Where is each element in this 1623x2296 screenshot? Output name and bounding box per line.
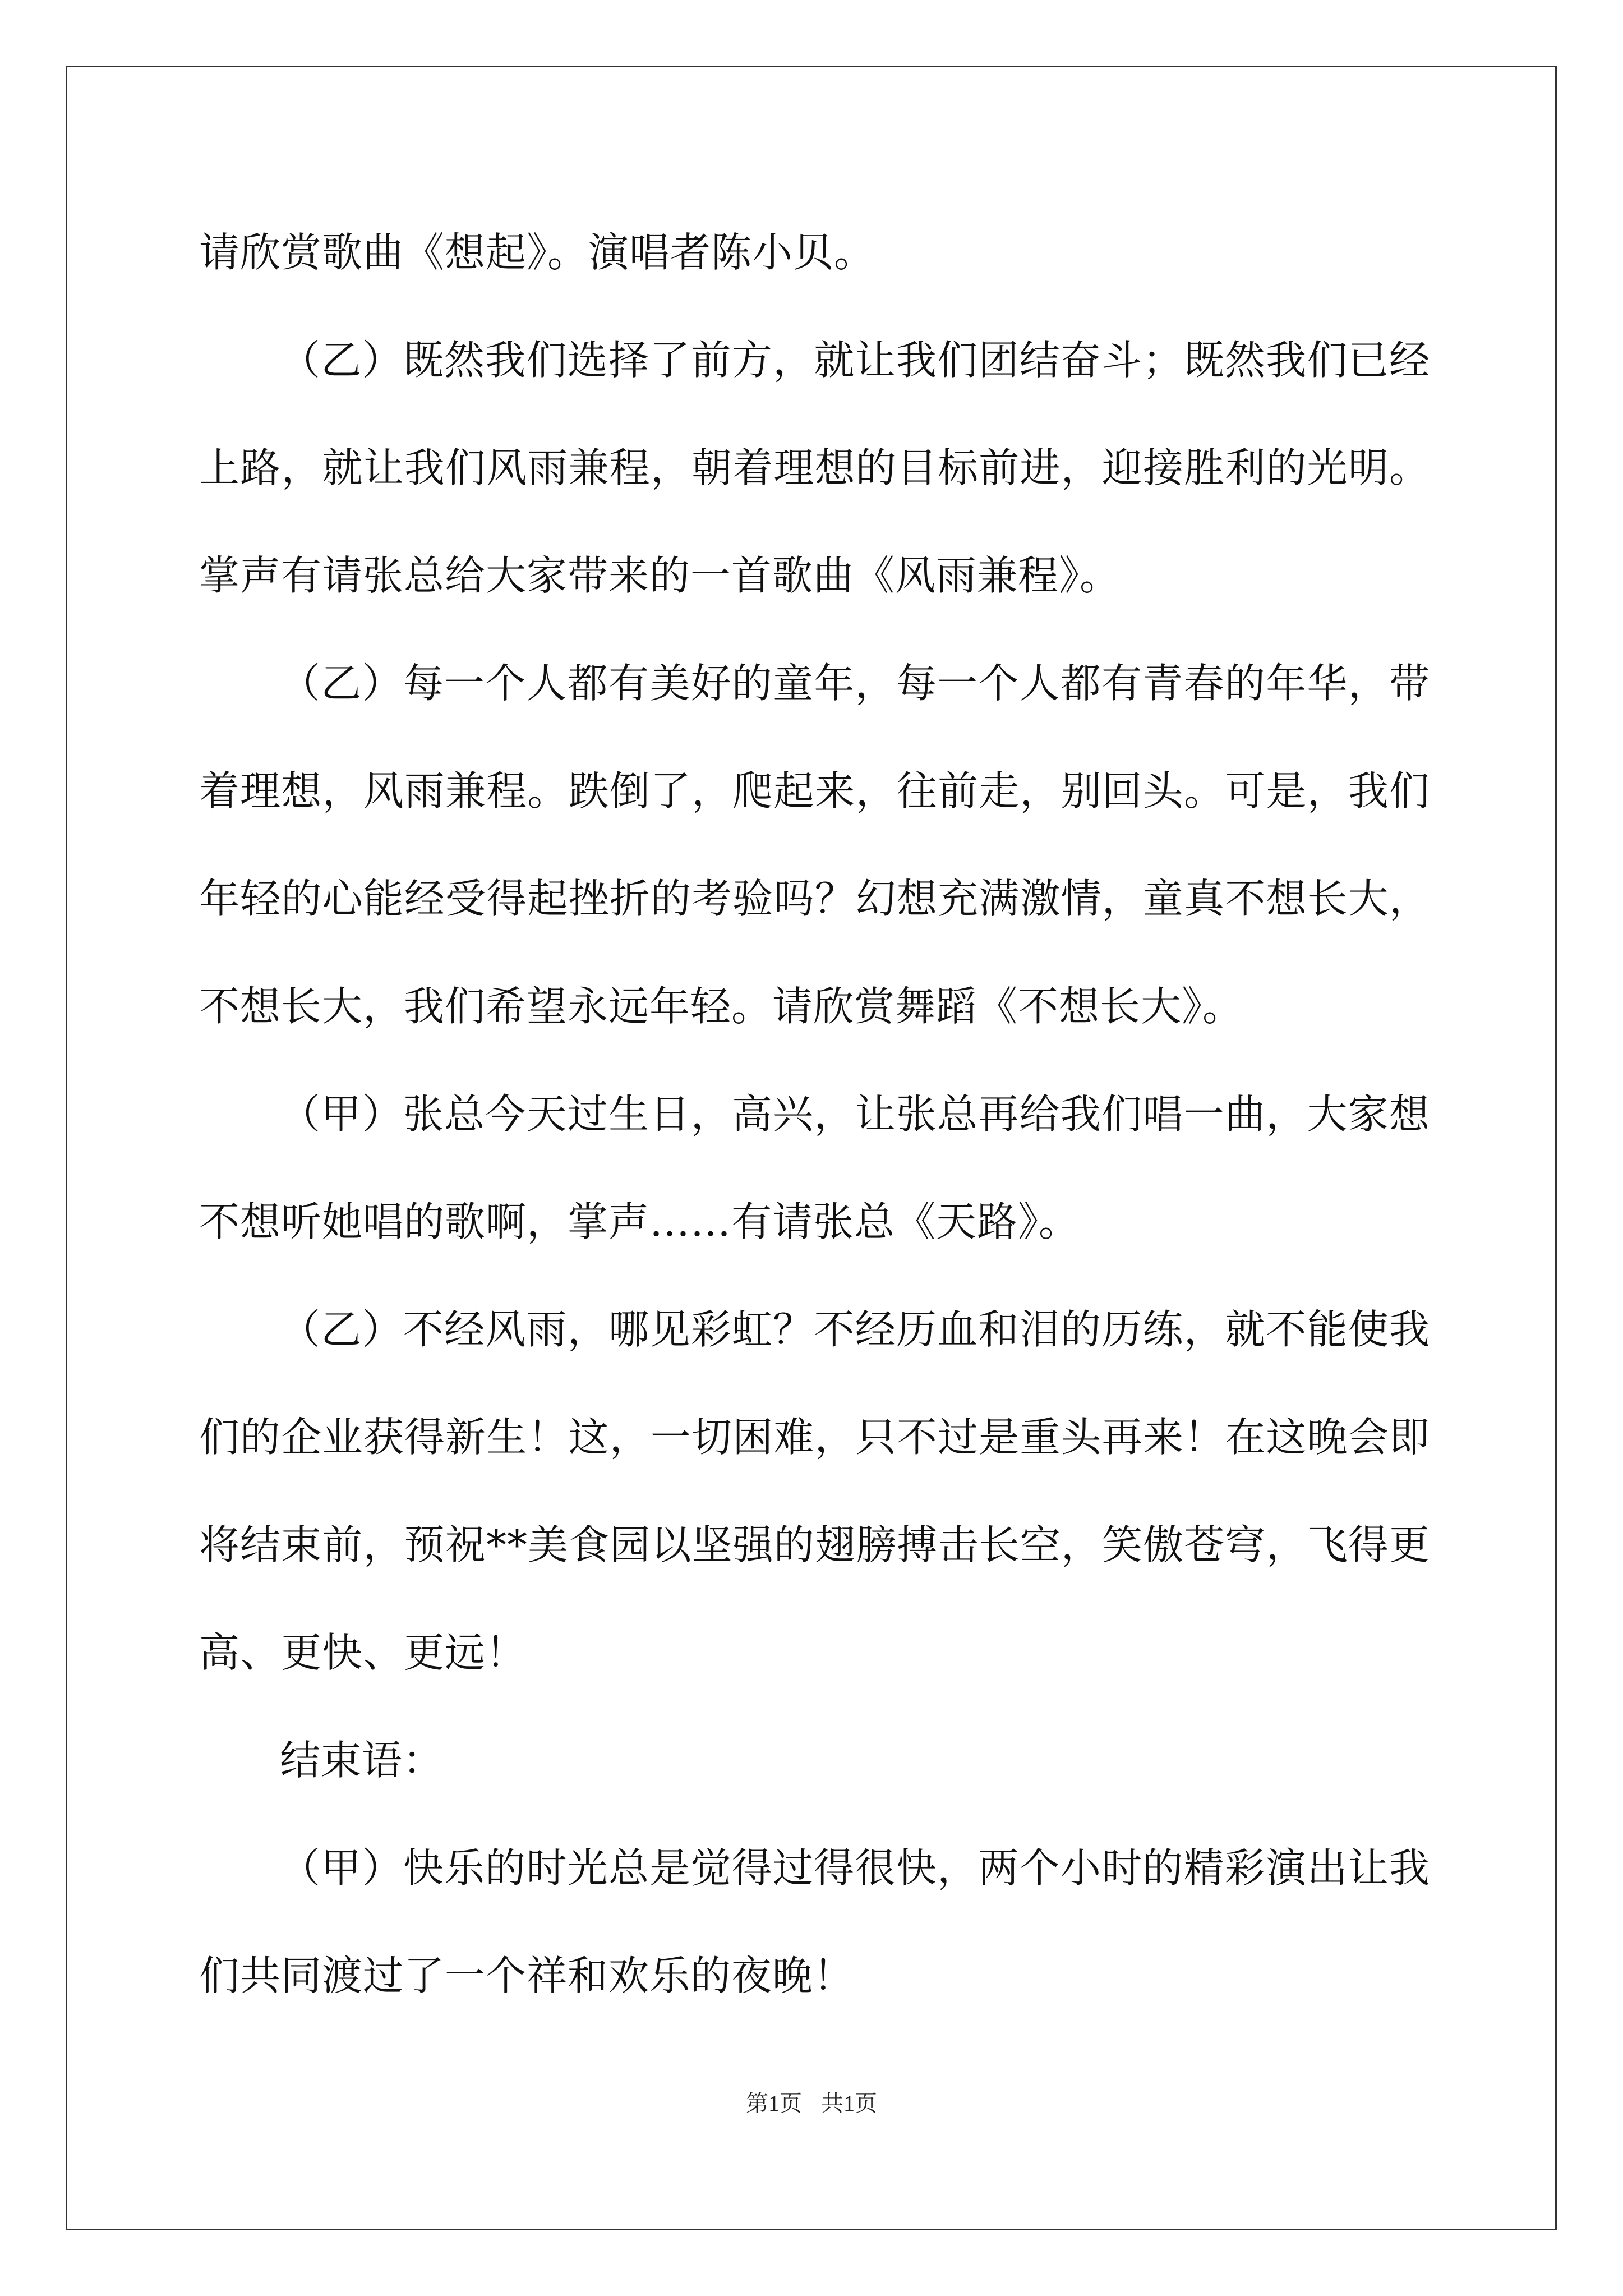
paragraph-line: 们的企业获得新生！这，一切困难，只不过是重头再来！在这晚会即	[199, 1414, 1430, 1461]
section-heading: 结束语：	[280, 1737, 444, 1784]
paragraph-line: 不想长大，我们希望永远年轻。请欣赏舞蹈《不想长大》。	[199, 983, 1244, 1030]
page-total: 共1页	[821, 2091, 877, 2116]
paragraph-line: 上路，就让我们风雨兼程，朝着理想的目标前进，迎接胜利的光明。	[199, 444, 1430, 491]
paragraph-line: （乙）每一个人都有美好的童年，每一个人都有青春的年华，带	[280, 660, 1430, 707]
paragraph-line: 着理想，风雨兼程。跌倒了，爬起来，往前走，别回头。可是，我们	[199, 767, 1430, 815]
page-footer	[0, 2087, 1623, 2120]
paragraph-line: 们共同渡过了一个祥和欢乐的夜晚！	[199, 1952, 855, 1999]
paragraph-line: 高、更快、更远！	[199, 1629, 527, 1676]
paragraph-line: 掌声有请张总给大家带来的一首歌曲《风雨兼程》。	[199, 552, 1121, 599]
page-number: 第1页	[746, 2091, 802, 2116]
paragraph-line: （甲）张总今天过生日，高兴，让张总再给我们唱一曲，大家想	[280, 1091, 1430, 1138]
paragraph-line: 不想听她唱的歌啊，掌声……有请张总《天路》。	[199, 1198, 1080, 1245]
paragraph-line: 请欣赏歌曲《想起》。演唱者陈小贝。	[199, 229, 875, 276]
paragraph-line: （甲）快乐的时光总是觉得过得很快，两个小时的精彩演出让我	[280, 1844, 1430, 1892]
paragraph-line: 年轻的心能经受得起挫折的考验吗？幻想充满激情，童真不想长大，	[199, 875, 1430, 922]
paragraph-line: （乙）既然我们选择了前方，就让我们团结奋斗；既然我们已经	[280, 337, 1430, 384]
paragraph-line: （乙）不经风雨，哪见彩虹？不经历血和泪的历练，就不能使我	[280, 1306, 1430, 1353]
paragraph-line: 将结束前，预祝**美食园以坚强的翅膀搏击长空，笑傲苍穹，飞得更	[199, 1521, 1430, 1568]
